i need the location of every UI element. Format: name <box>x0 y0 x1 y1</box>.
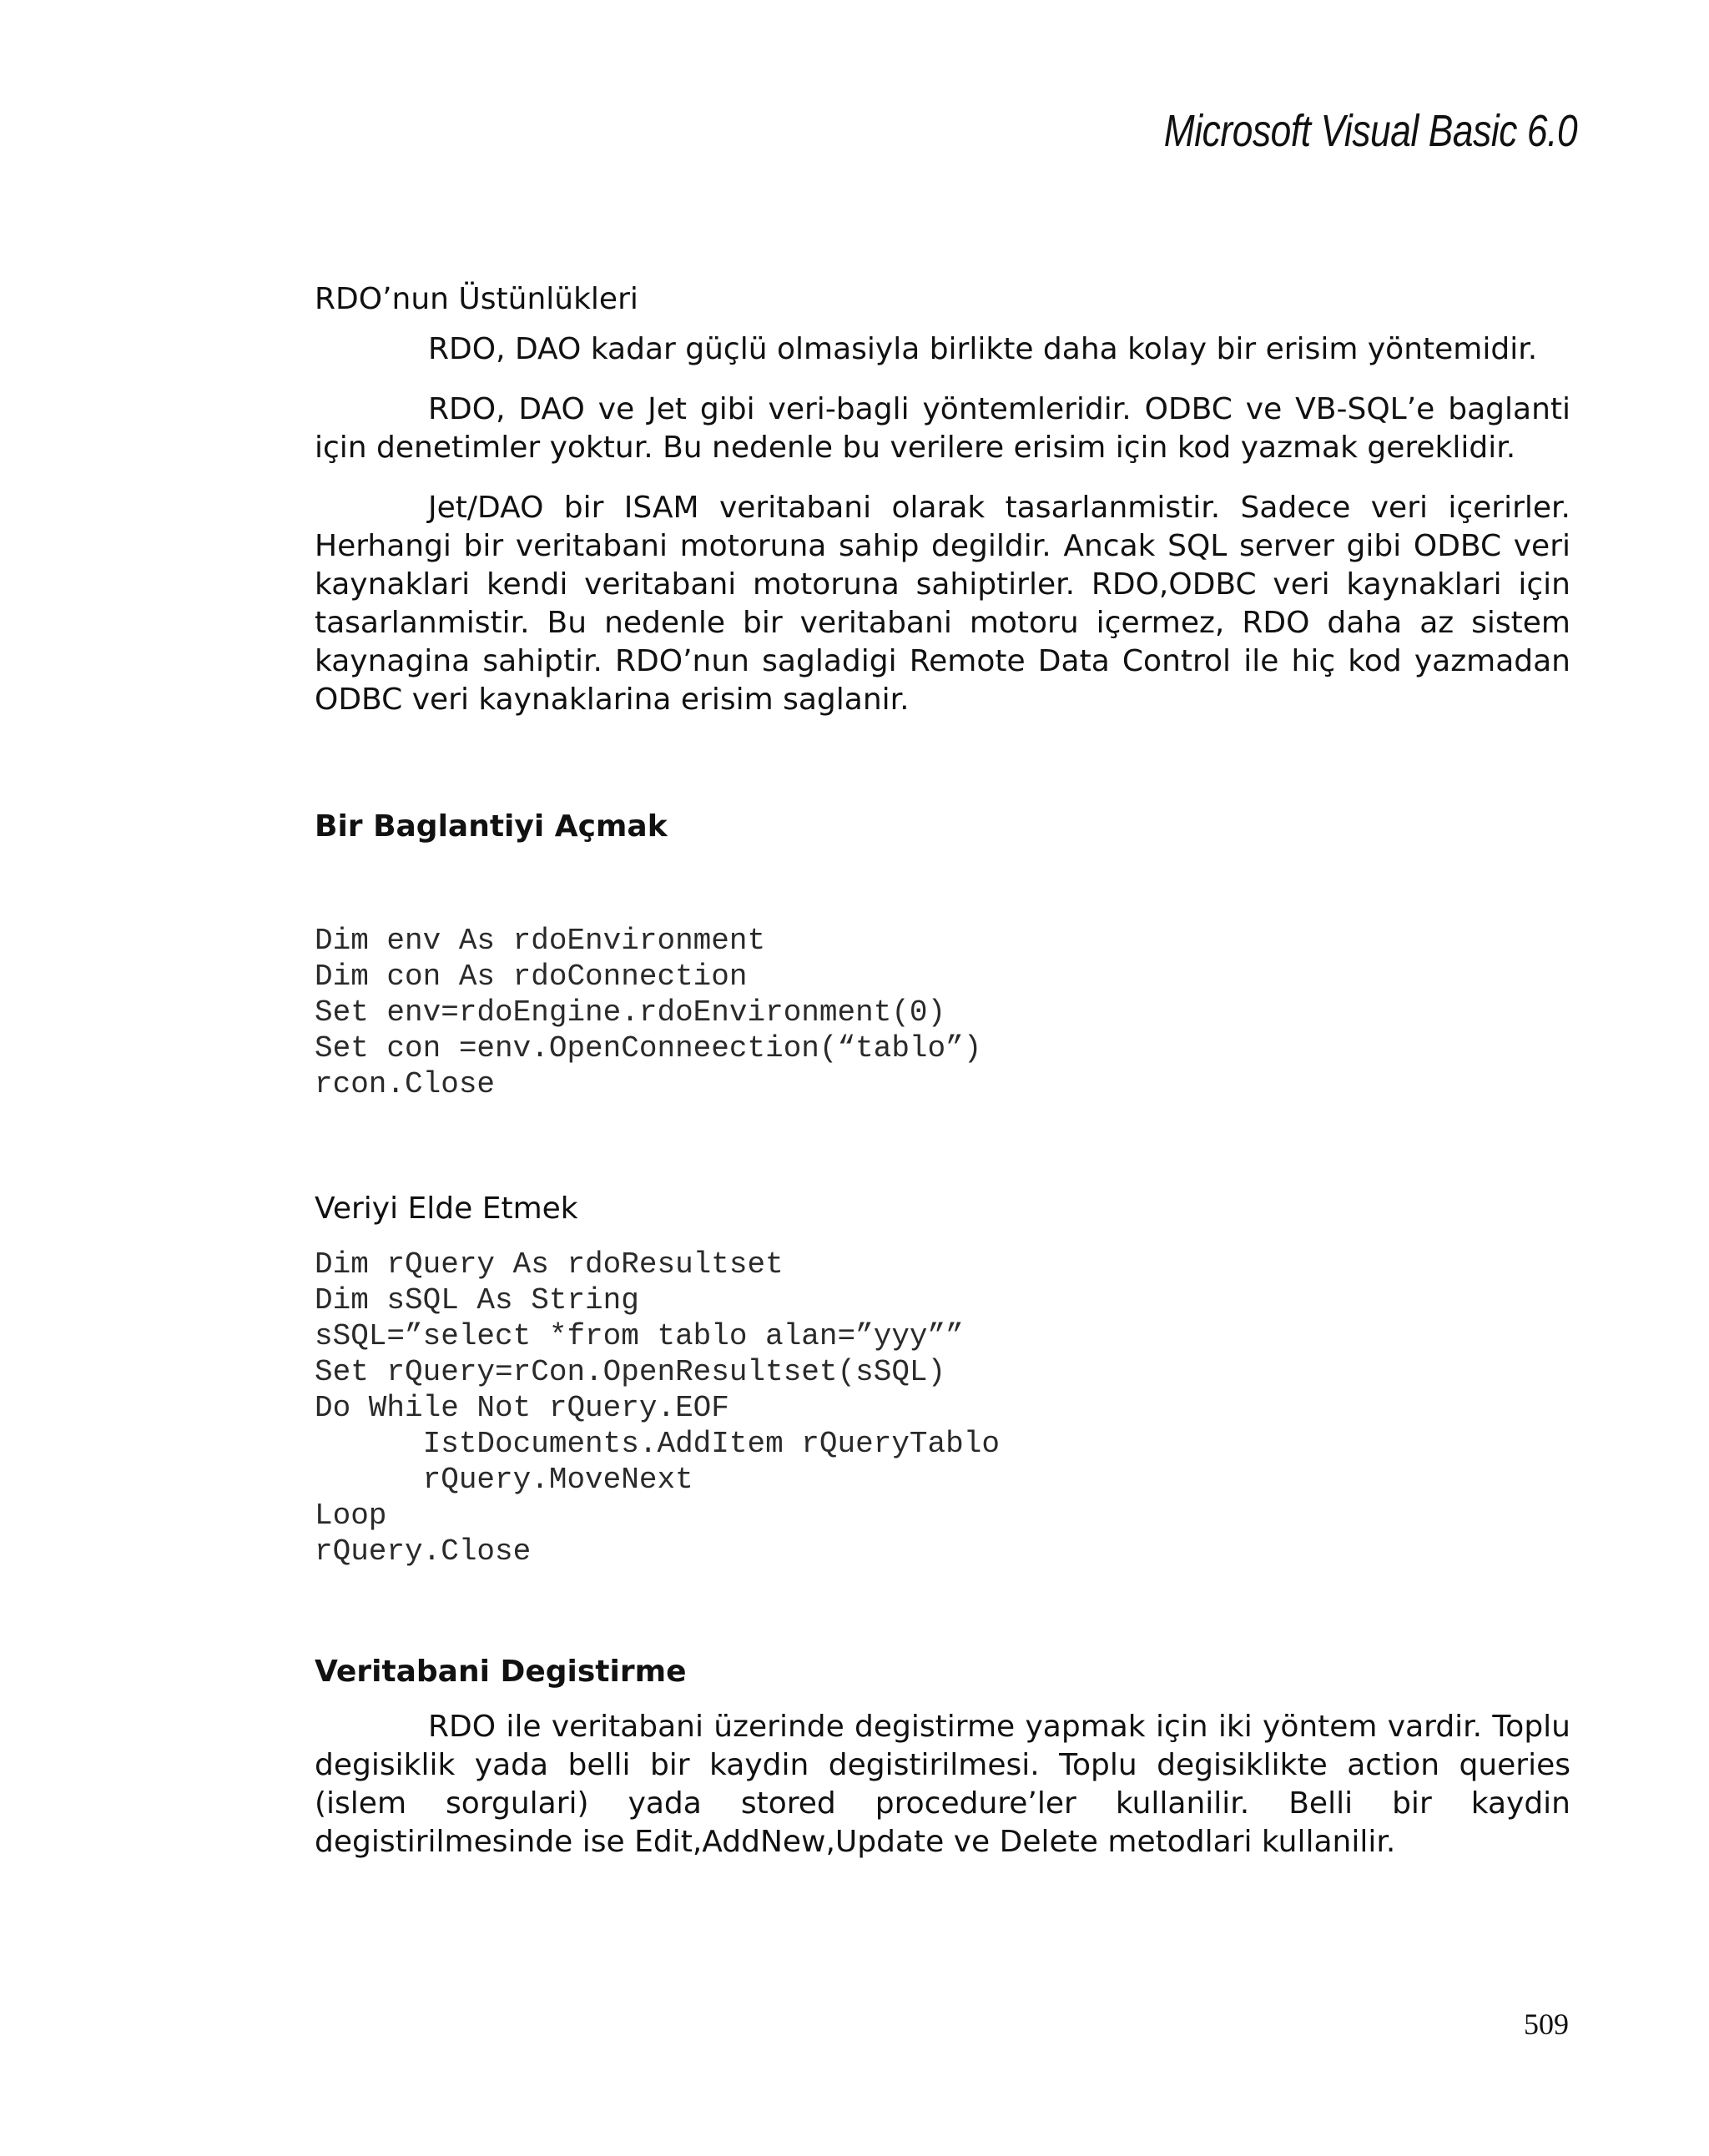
section-heading-rdo-advantages: RDO’nun Üstünlükleri <box>315 282 638 316</box>
code-line: Set rQuery=rCon.OpenResultset(sSQL) <box>315 1355 946 1389</box>
code-block-connection <box>315 923 1570 1102</box>
page-number: 509 <box>1524 2007 1569 2041</box>
code-line: Dim env As rdoEnvironment <box>315 924 766 958</box>
section-heading-modify-database: Veritabani Degistirme <box>315 1655 687 1689</box>
section-heading-get-data: Veriyi Elde Etmek <box>315 1191 578 1226</box>
code-line: Dim rQuery As rdoResultset <box>315 1247 784 1282</box>
code-line: rQuery.Close <box>315 1534 532 1569</box>
code-line: sSQL=”select *from tablo alan=”yyy”” <box>315 1319 964 1353</box>
code-line: Loop <box>315 1499 387 1533</box>
running-header-title: Microsoft Visual Basic 6.0 <box>1163 106 1577 156</box>
section-heading-open-connection: Bir Baglantiyi Açmak <box>315 809 668 844</box>
paragraph: Jet/DAO bir ISAM veritabani olarak tasarlanmistir. Sadece veri içerirler. Herhangi bir veritabani motoruna sahip degildir. Ancak SQL server gibi ODBC veri kaynaklari kendi veritabani motoruna sahiptirler. RDO,ODBC veri kaynaklari için tasarlanmistir. Bu nedenle bir veritabani motoru içermez, RDO daha az sistem kaynagina sahiptir. RDO’nun sagladigi Remote Data Control ile hiç kod yazmadan ODBC veri kaynaklarina erisim saglanir. <box>315 491 1570 717</box>
code-line: Do While Not rQuery.EOF <box>315 1391 729 1425</box>
paragraph: RDO ile veritabani üzerinde degistirme yapmak için iki yöntem vardir. Toplu degisiklik yada belli bir kaydin degistirilmesi. Toplu degisiklikte action queries (islem sorgulari) yada stored procedure’ler kullanilir. Belli bir kaydin degistirilmesinde ise Edit,AddNew,Update ve Delete metodlari kullanilir. <box>315 1710 1570 1859</box>
code-line: Dim con As rdoConnection <box>315 960 748 994</box>
code-line: Dim sSQL As String <box>315 1283 639 1317</box>
code-line: rQuery.MoveNext <box>315 1463 693 1497</box>
page-body <box>315 280 1570 1861</box>
paragraph: RDO, DAO kadar güçlü olmasiyla birlikte daha kolay bir erisim yöntemidir. <box>428 332 1538 366</box>
paragraph: RDO, DAO ve Jet gibi veri-bagli yöntemleridir. ODBC ve VB-SQL’e baglanti için denetimler yoktur. Bu nedenle bu verilere erisim için kod yazmak gereklidir. <box>315 392 1570 465</box>
code-line: IstDocuments.AddItem rQueryTablo <box>315 1427 1000 1461</box>
code-line: Set env=rdoEngine.rdoEnvironment(0) <box>315 995 946 1030</box>
code-block-resultset <box>315 1247 1570 1569</box>
code-line: Set con =env.OpenConneection(“tablo”) <box>315 1031 982 1065</box>
code-line: rcon.Close <box>315 1067 496 1101</box>
